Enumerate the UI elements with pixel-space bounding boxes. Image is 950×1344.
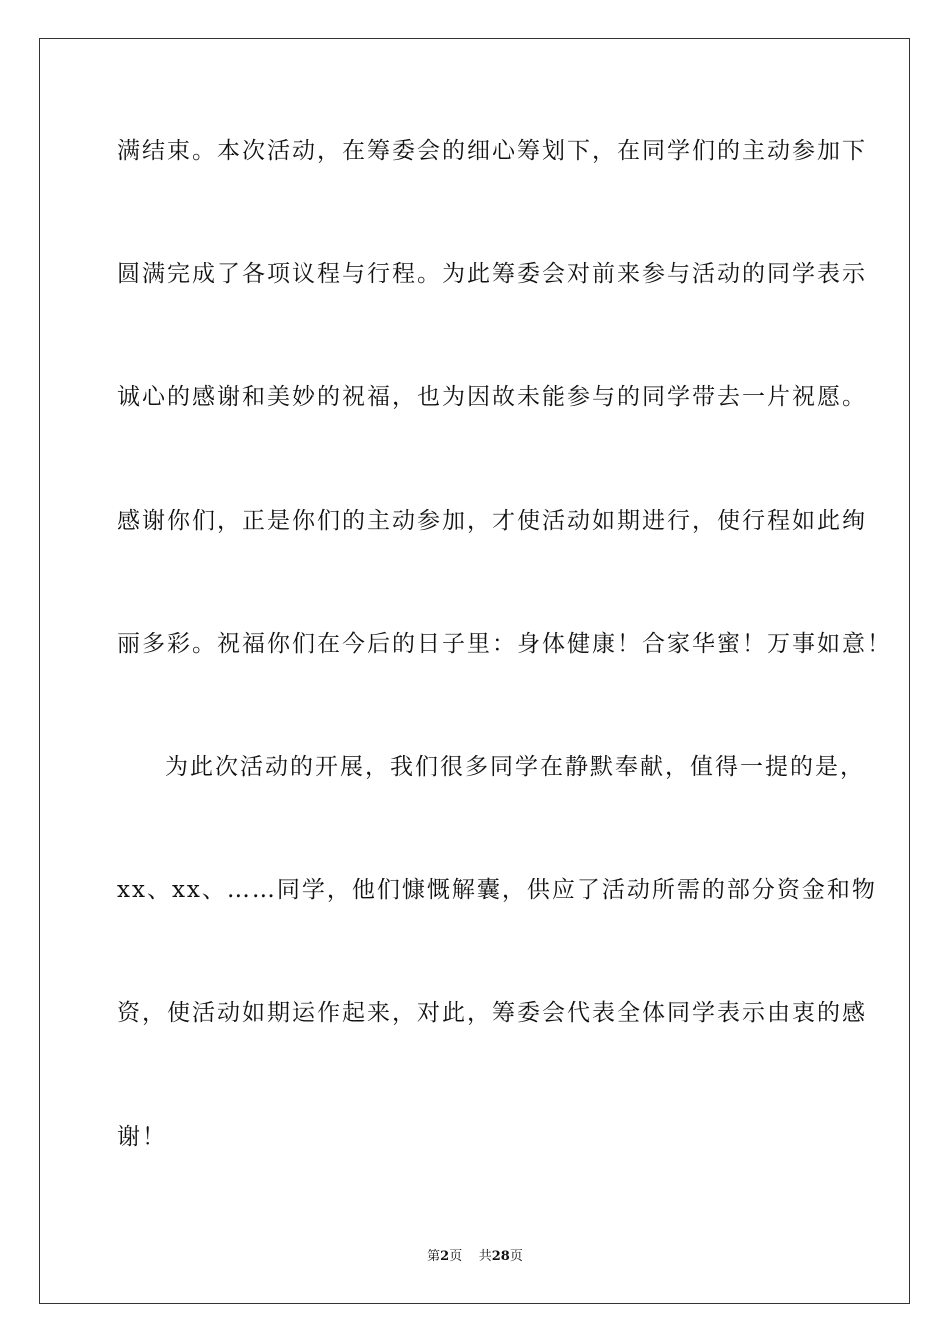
total-pages: 28 [491, 1249, 510, 1264]
total-suffix: 页 [509, 1249, 523, 1264]
page-prefix: 第 [427, 1249, 441, 1264]
page-suffix: 页 [449, 1249, 463, 1264]
text-line: 感谢你们，正是你们的主动参加，才使活动如期进行，使行程如此绚 [117, 507, 867, 534]
paragraph-start-line: 为此次活动的开展，我们很多同学在静默奉献，值得一提的是， [165, 753, 865, 780]
total-prefix: 共 [478, 1249, 492, 1264]
text-line: 资，使活动如期运作起来，对此，筹委会代表全体同学表示由衷的感 [117, 1000, 867, 1027]
document-body [117, 127, 892, 1236]
text-line: 圆满完成了各项议程与行程。为此筹委会对前来参与活动的同学表示 [117, 261, 867, 288]
page-number: 2 [440, 1249, 450, 1264]
page-footer [0, 1245, 950, 1264]
text-line: xx、xx、……同学，他们慷慨解囊，供应了活动所需的部分资金和物 [117, 877, 877, 904]
text-line: 丽多彩。祝福你们在今后的日子里：身体健康！合家华蜜！万事如意！ [117, 630, 892, 657]
text-line: 诚心的感谢和美妙的祝福，也为因故未能参与的同学带去一片祝愿。 [117, 384, 867, 411]
text-line: 满结束。本次活动，在筹委会的细心筹划下，在同学们的主动参加下 [117, 138, 867, 164]
text-line: 谢！ [117, 1123, 167, 1150]
